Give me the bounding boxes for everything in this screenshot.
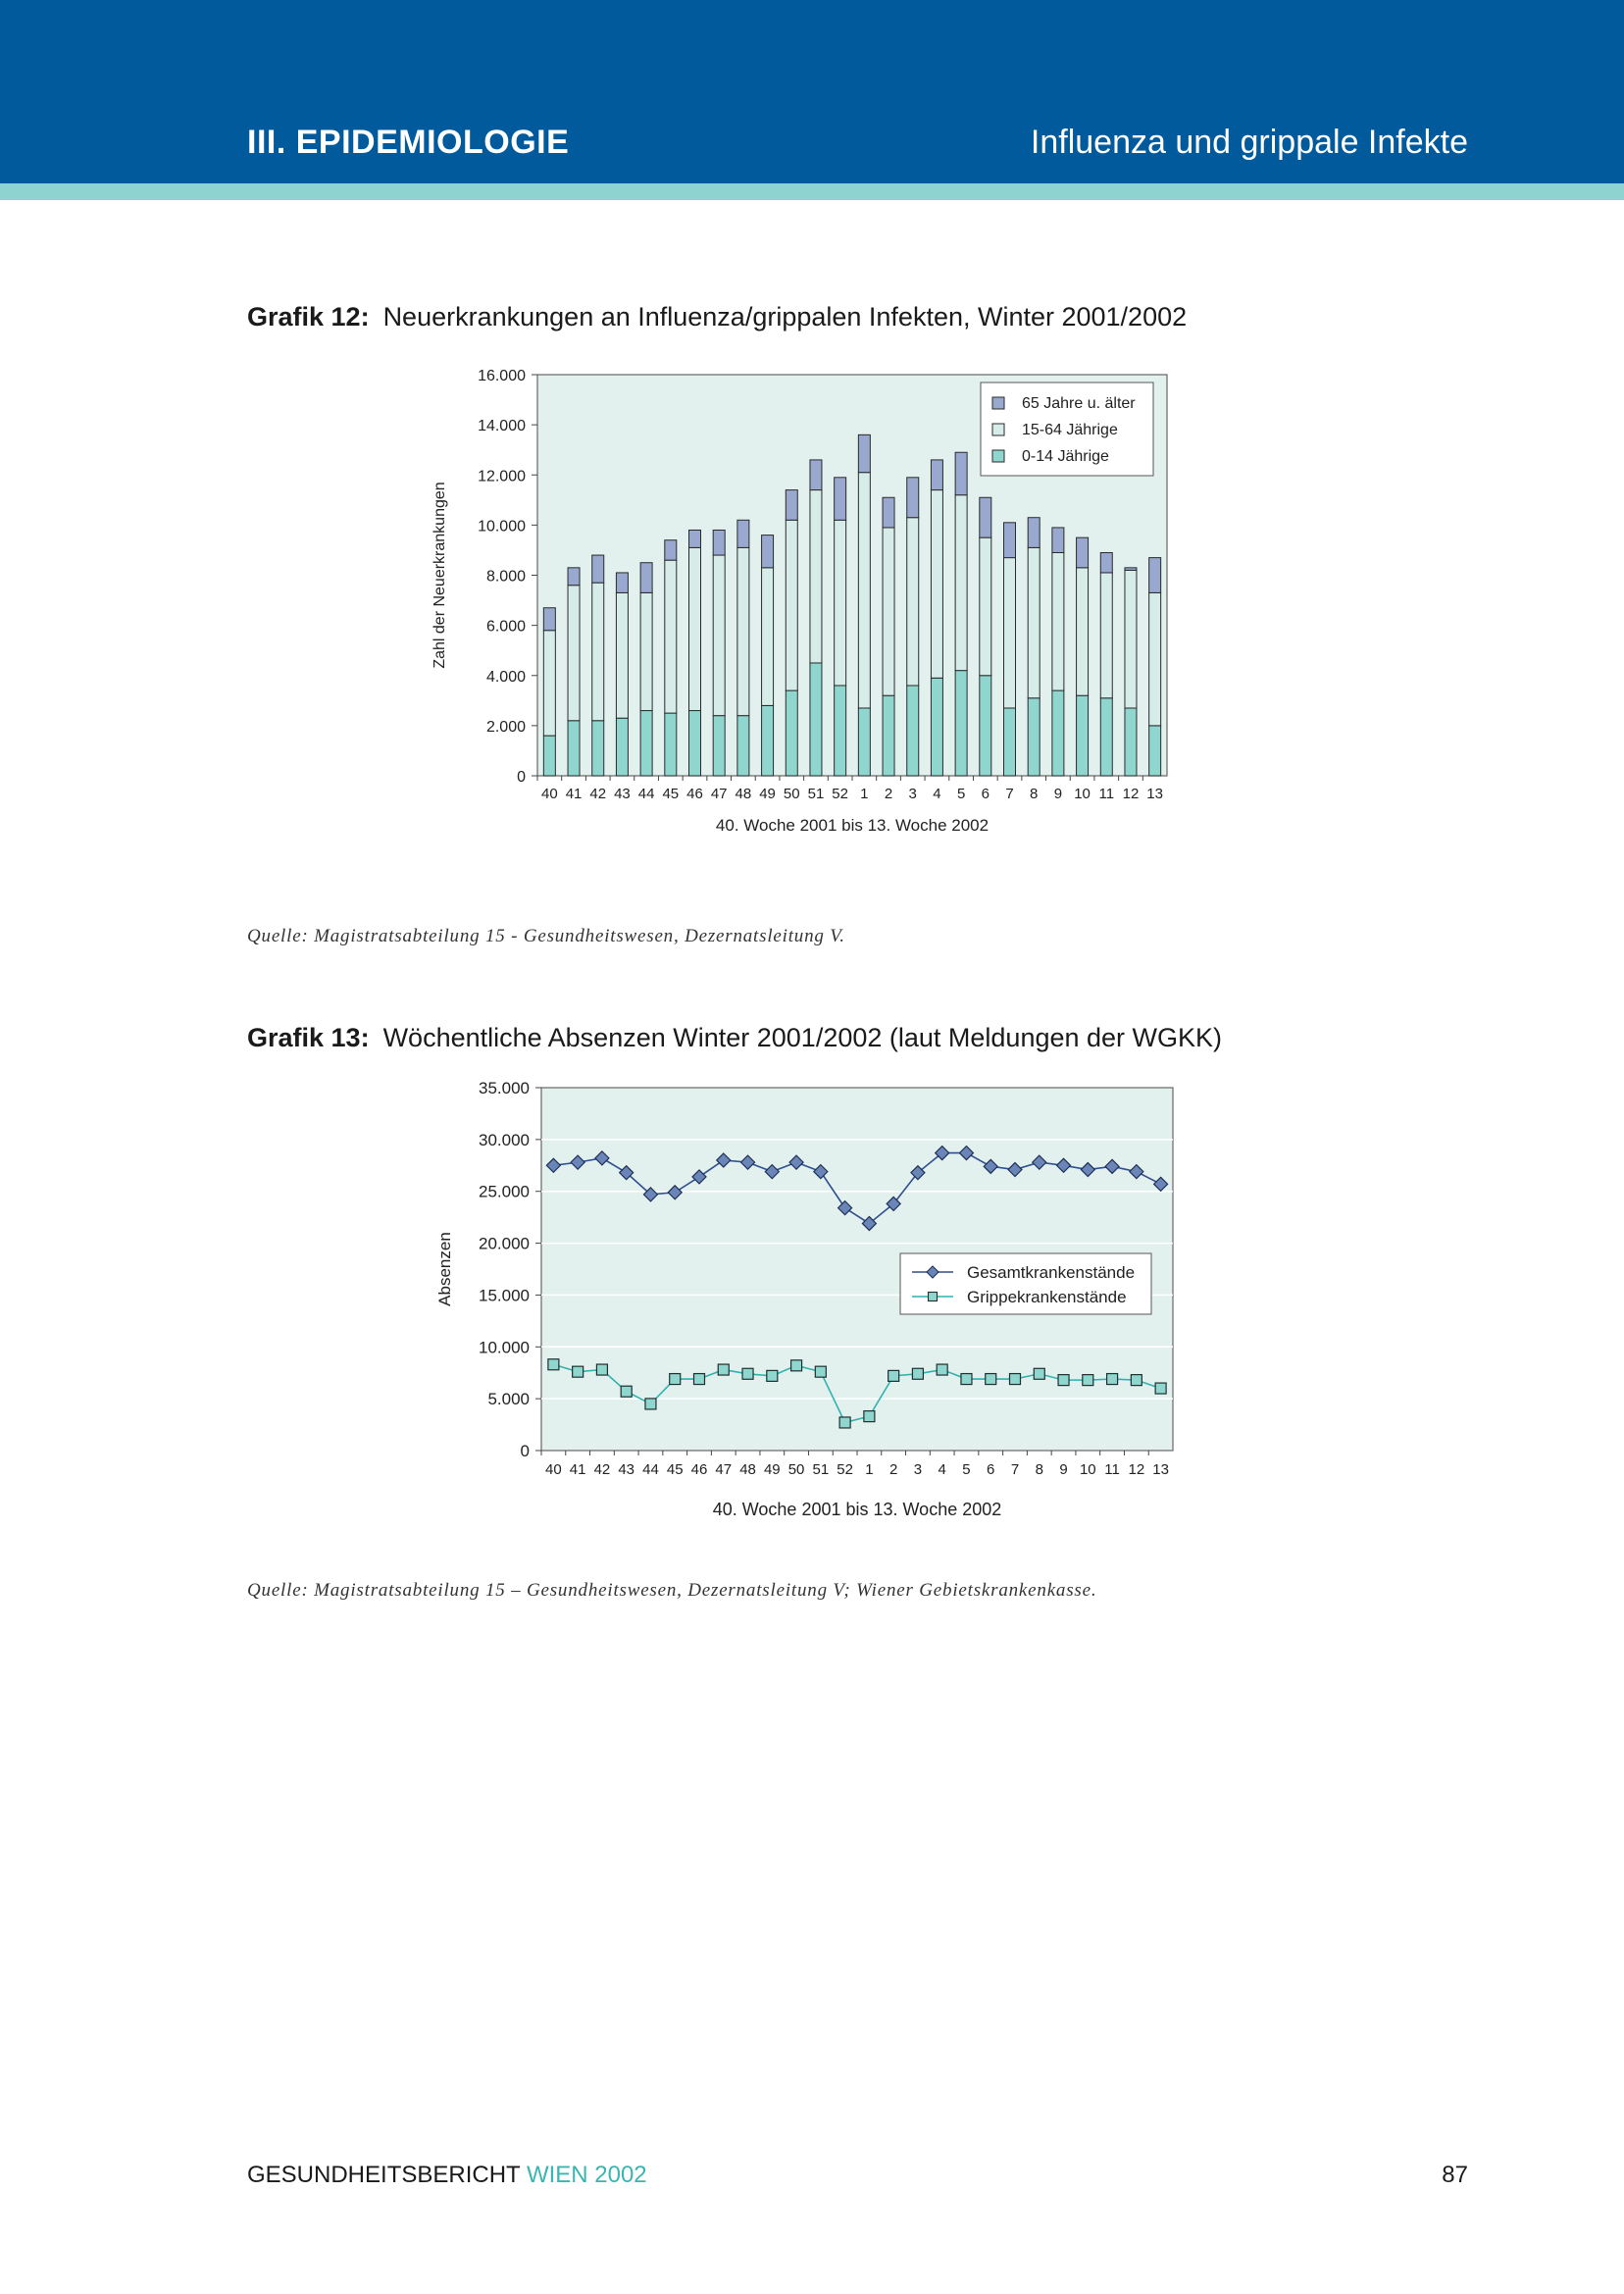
chart12-bar-mid <box>955 495 967 671</box>
chart13-y-axis-label: Absenzen <box>435 1232 454 1306</box>
chart12-x-tick-label: 52 <box>832 786 848 802</box>
chart13-point-flu <box>645 1399 656 1409</box>
chart12-bar-old <box>616 573 628 592</box>
chart12-bar-young <box>883 695 894 776</box>
chart12-bar-mid <box>592 583 604 721</box>
chart12-x-tick-label: 4 <box>933 786 941 802</box>
chart12-legend-label: 65 Jahre u. älter <box>1022 395 1136 412</box>
chart12-x-tick-label: 42 <box>589 786 607 802</box>
chart12-x-tick-label: 2 <box>884 786 893 802</box>
chart12-bar-old <box>762 535 774 568</box>
chart13-y-tick-label: 15.000 <box>479 1286 530 1305</box>
chart13-x-tick-label: 52 <box>837 1461 853 1478</box>
chart13-x-tick-label: 40 <box>545 1461 562 1478</box>
chart13-y-tick-label: 0 <box>520 1442 530 1460</box>
chart13-x-tick-label: 13 <box>1152 1461 1169 1478</box>
chart13-x-tick-label: 51 <box>812 1461 830 1478</box>
chart12-bar-mid <box>907 518 919 686</box>
chart13-point-flu <box>986 1374 996 1385</box>
chart12-x-tick-label: 43 <box>614 786 631 802</box>
chart12-bar-young <box>980 676 991 776</box>
chart13-source-note: Quelle: Magistratsabteilung 15 – Gesundheitswesen, Dezernatsleitung V; Wiener Gebietskrankenkasse. <box>247 1580 1097 1601</box>
chart13-caption <box>247 1023 1222 1053</box>
chart13-x-tick-label: 44 <box>642 1461 659 1478</box>
chart12-bar-old <box>955 452 967 494</box>
chart12-bar-old <box>1125 568 1137 571</box>
chart12-bar-young <box>858 708 870 776</box>
chart13-point-flu <box>670 1374 681 1385</box>
chart12-bar-old <box>786 490 797 521</box>
chart12-x-tick-label: 6 <box>981 786 990 802</box>
chart12-bar-mid <box>810 490 822 663</box>
chart12-bar-old <box>858 434 870 472</box>
chart12-bar-young <box>592 721 604 776</box>
chart12-bar-old <box>543 608 555 631</box>
chart12-bar-young <box>1028 698 1040 776</box>
chart12-bar-young <box>810 663 822 776</box>
footer-city-year: WIEN 2002 <box>526 2162 647 2188</box>
chart13-point-flu <box>815 1366 826 1377</box>
chart12-x-tick-label: 12 <box>1122 786 1140 802</box>
chart13-point-flu <box>864 1411 875 1422</box>
chart12-bar-mid <box>786 520 797 690</box>
chart13-point-flu <box>767 1370 778 1381</box>
chart12-source-note: Quelle: Magistratsabteilung 15 - Gesundheitswesen, Dezernatsleitung V. <box>247 926 845 946</box>
chart13-y-tick-label: 35.000 <box>479 1079 530 1097</box>
chart13-point-flu <box>718 1364 729 1375</box>
chart12-x-tick-label: 48 <box>735 786 752 802</box>
chart13-point-flu <box>1034 1368 1044 1379</box>
chart12-bar-old <box>592 555 604 583</box>
chapter-title: Influenza und grippale Infekte <box>1030 124 1468 161</box>
chart12-bar-young <box>762 705 774 776</box>
footer-report: GESUNDHEITSBERICHT <box>247 2162 521 2188</box>
chart12-bar-mid <box>980 537 991 676</box>
chart12-stacked-bar-chart <box>0 353 1624 863</box>
chart12-bar-young <box>1077 695 1089 776</box>
chart12-bar-old <box>1004 523 1016 558</box>
chart12-bar-mid <box>858 473 870 708</box>
page-number: 87 <box>1442 2162 1468 2188</box>
chart13-point-flu <box>621 1386 632 1397</box>
chart12-legend-swatch <box>992 397 1004 409</box>
chart12-x-axis-label: 40. Woche 2001 bis 13. Woche 2002 <box>715 816 990 835</box>
chart13-x-tick-label: 45 <box>666 1461 684 1478</box>
chart12-bar-mid <box>737 547 749 715</box>
chart13-x-tick-label: 10 <box>1079 1461 1096 1478</box>
chart12-bar-mid <box>1004 558 1016 708</box>
chart13-x-tick-label: 46 <box>690 1461 708 1478</box>
chart12-bar-mid <box>1149 592 1161 725</box>
chart12-bar-old <box>883 497 894 528</box>
chart13-x-tick-label: 5 <box>962 1461 971 1478</box>
chart12-bar-old <box>810 460 822 490</box>
chart13-point-flu <box>694 1374 705 1385</box>
chart13-x-tick-label: 8 <box>1035 1461 1043 1478</box>
chart13-y-tick-label: 5.000 <box>487 1390 530 1409</box>
chart13-label: Grafik 13: <box>247 1023 370 1052</box>
chart12-x-tick-label: 50 <box>783 786 800 802</box>
chart13-point-flu <box>1155 1383 1166 1394</box>
chart12-bar-young <box>1149 726 1161 776</box>
chart12-bar-young <box>931 678 942 776</box>
chart12-bar-mid <box>1052 552 1064 690</box>
chart13-point-flu <box>888 1370 899 1381</box>
chart12-bar-mid <box>1077 568 1089 695</box>
chart12-x-tick-label: 46 <box>686 786 703 802</box>
chart12-bar-young <box>835 686 846 776</box>
chart12-legend-swatch <box>992 424 1004 435</box>
chart12-x-tick-label: 51 <box>807 786 825 802</box>
chart12-bar-mid <box>689 547 701 710</box>
chart12-bar-old <box>931 460 942 490</box>
chart12-bar-mid <box>1028 547 1040 697</box>
chart12-x-tick-label: 40 <box>541 786 558 802</box>
chart12-bar-young <box>568 721 580 776</box>
chart12-x-tick-label: 9 <box>1053 786 1063 802</box>
chart13-point-flu <box>1131 1375 1142 1386</box>
chart13-x-tick-label: 43 <box>618 1461 635 1478</box>
chart12-bar-mid <box>713 555 725 716</box>
chart12-bar-old <box>980 497 991 537</box>
chart13-x-tick-label: 6 <box>987 1461 995 1478</box>
chart12-x-tick-label: 11 <box>1098 786 1115 802</box>
chart12-bar-young <box>713 716 725 776</box>
chart13-point-flu <box>742 1368 753 1379</box>
chart12-bar-mid <box>1100 573 1112 698</box>
chart12-y-tick-label: 2.000 <box>485 718 526 736</box>
chart12-bar-old <box>1149 558 1161 593</box>
chart12-x-tick-label: 44 <box>637 786 655 802</box>
chart13-x-tick-label: 4 <box>938 1461 946 1478</box>
chart12-bar-young <box>640 711 652 776</box>
chart12-caption <box>247 302 1187 332</box>
chart13-point-flu <box>573 1366 584 1377</box>
chart12-bar-old <box>1052 528 1064 553</box>
chart12-bar-young <box>737 716 749 776</box>
chart12-x-tick-label: 8 <box>1030 786 1039 802</box>
chart13-point-flu <box>596 1364 607 1375</box>
chart12-bar-old <box>1028 518 1040 548</box>
chart13-y-tick-label: 20.000 <box>479 1234 530 1253</box>
chart12-bar-old <box>568 568 580 586</box>
chart12-legend-swatch <box>992 450 1004 462</box>
footer-report-title <box>247 2162 647 2189</box>
chart13-point-flu <box>961 1374 972 1385</box>
chart12-bar-young <box>955 671 967 776</box>
chart12-bar-young <box>1100 698 1112 776</box>
chart13-x-tick-label: 48 <box>739 1461 756 1478</box>
chart12-x-tick-label: 5 <box>956 786 966 802</box>
chart12-bar-old <box>689 530 701 547</box>
chart12-y-tick-label: 14.000 <box>478 418 526 435</box>
chart12-x-tick-label: 10 <box>1074 786 1091 802</box>
chart12-bar-young <box>786 690 797 776</box>
chart12-y-tick-label: 4.000 <box>485 668 526 686</box>
chart13-x-tick-label: 47 <box>715 1461 733 1478</box>
chart12-bar-mid <box>762 568 774 706</box>
chart12-y-tick-label: 12.000 <box>478 468 526 485</box>
chart13-title: Wöchentliche Absenzen Winter 2001/2002 (laut Meldungen der WGKK) <box>382 1023 1223 1052</box>
chart12-x-tick-label: 47 <box>710 786 728 802</box>
chart13-x-tick-label: 3 <box>913 1461 923 1478</box>
chart12-label: Grafik 12: <box>247 302 370 331</box>
chart12-title: Neuerkrankungen an Influenza/grippalen Infekten, Winter 2001/2002 <box>382 302 1188 331</box>
chart12-bar-young <box>1052 690 1064 776</box>
chart13-point-flu <box>1058 1375 1069 1386</box>
chart13-point-flu <box>1010 1374 1021 1385</box>
chart12-y-tick-label: 6.000 <box>485 618 526 636</box>
chart12-x-tick-label: 7 <box>1005 786 1014 802</box>
chart13-x-tick-label: 1 <box>865 1461 874 1478</box>
chart12-bar-old <box>835 478 846 520</box>
chart13-point-flu <box>937 1364 947 1375</box>
chart13-x-tick-label: 11 <box>1104 1461 1120 1478</box>
chart12-bar-young <box>907 686 919 776</box>
chart12-bar-mid <box>1125 570 1137 708</box>
chart13-x-tick-label: 50 <box>787 1461 805 1478</box>
chart13-x-tick-label: 42 <box>593 1461 611 1478</box>
chart12-bar-young <box>689 711 701 776</box>
chart13-x-tick-label: 7 <box>1010 1461 1020 1478</box>
chart13-x-tick-label: 12 <box>1128 1461 1145 1478</box>
chart12-legend-label: 0-14 Jährige <box>1022 448 1109 465</box>
chart13-x-tick-label: 49 <box>763 1461 781 1478</box>
chart12-bar-old <box>907 478 919 518</box>
chart12-legend-label: 15-64 Jährige <box>1022 422 1118 438</box>
chart12-bar-old <box>665 540 677 560</box>
chart13-legend-marker <box>929 1293 938 1301</box>
chart12-bar-old <box>713 530 725 555</box>
chart12-x-tick-label: 45 <box>662 786 680 802</box>
chart12-y-axis-label: Zahl der Neuerkrankungen <box>431 482 448 669</box>
chart12-y-tick-label: 0 <box>517 769 526 786</box>
chart13-line-chart <box>0 1074 1624 1564</box>
chart12-bar-mid <box>665 560 677 713</box>
chart12-bar-old <box>640 563 652 593</box>
chart12-bar-old <box>1077 537 1089 568</box>
chart12-bar-young <box>1004 708 1016 776</box>
chart12-x-tick-label: 49 <box>759 786 776 802</box>
chart12-bar-mid <box>835 520 846 686</box>
chart12-y-tick-label: 16.000 <box>478 368 526 384</box>
chart12-bar-mid <box>883 528 894 695</box>
chart12-bar-old <box>737 520 749 547</box>
chart12-bar-old <box>1100 552 1112 572</box>
chart12-x-tick-label: 1 <box>860 786 869 802</box>
header-stripe <box>0 183 1624 200</box>
chart13-point-flu <box>839 1417 850 1428</box>
chart13-y-tick-label: 10.000 <box>479 1338 530 1357</box>
chart12-x-tick-label: 41 <box>565 786 583 802</box>
chart12-bar-young <box>1125 708 1137 776</box>
chart13-x-tick-label: 9 <box>1059 1461 1068 1478</box>
chart12-bar-mid <box>568 586 580 721</box>
chart12-x-tick-label: 13 <box>1146 786 1163 802</box>
chart13-x-tick-label: 41 <box>569 1461 586 1478</box>
chart12-bar-young <box>665 713 677 776</box>
chart13-x-tick-label: 2 <box>888 1461 898 1478</box>
chart12-bar-mid <box>640 592 652 710</box>
chart13-point-flu <box>791 1360 802 1371</box>
chart12-bar-mid <box>616 592 628 718</box>
chart13-point-flu <box>548 1359 559 1370</box>
section-title: III. EPIDEMIOLOGIE <box>247 124 570 161</box>
chart12-y-tick-label: 8.000 <box>485 568 526 586</box>
chart12-bar-mid <box>543 631 555 736</box>
chart13-legend-label: Gesamtkrankenstände <box>967 1263 1136 1282</box>
chart13-point-flu <box>1107 1374 1118 1385</box>
chart13-y-tick-label: 25.000 <box>479 1182 530 1201</box>
chart12-bar-young <box>616 718 628 776</box>
chart13-legend-label: Grippekrankenstände <box>967 1288 1127 1306</box>
chart13-point-flu <box>1083 1375 1093 1386</box>
chart12-x-tick-label: 3 <box>908 786 917 802</box>
chart13-x-axis-label: 40. Woche 2001 bis 13. Woche 2002 <box>712 1500 1002 1519</box>
chart12-bar-mid <box>931 490 942 679</box>
chart13-point-flu <box>912 1368 923 1379</box>
chart12-bar-young <box>543 736 555 776</box>
chart13-y-tick-label: 30.000 <box>479 1130 530 1149</box>
chart12-y-tick-label: 10.000 <box>478 518 526 535</box>
